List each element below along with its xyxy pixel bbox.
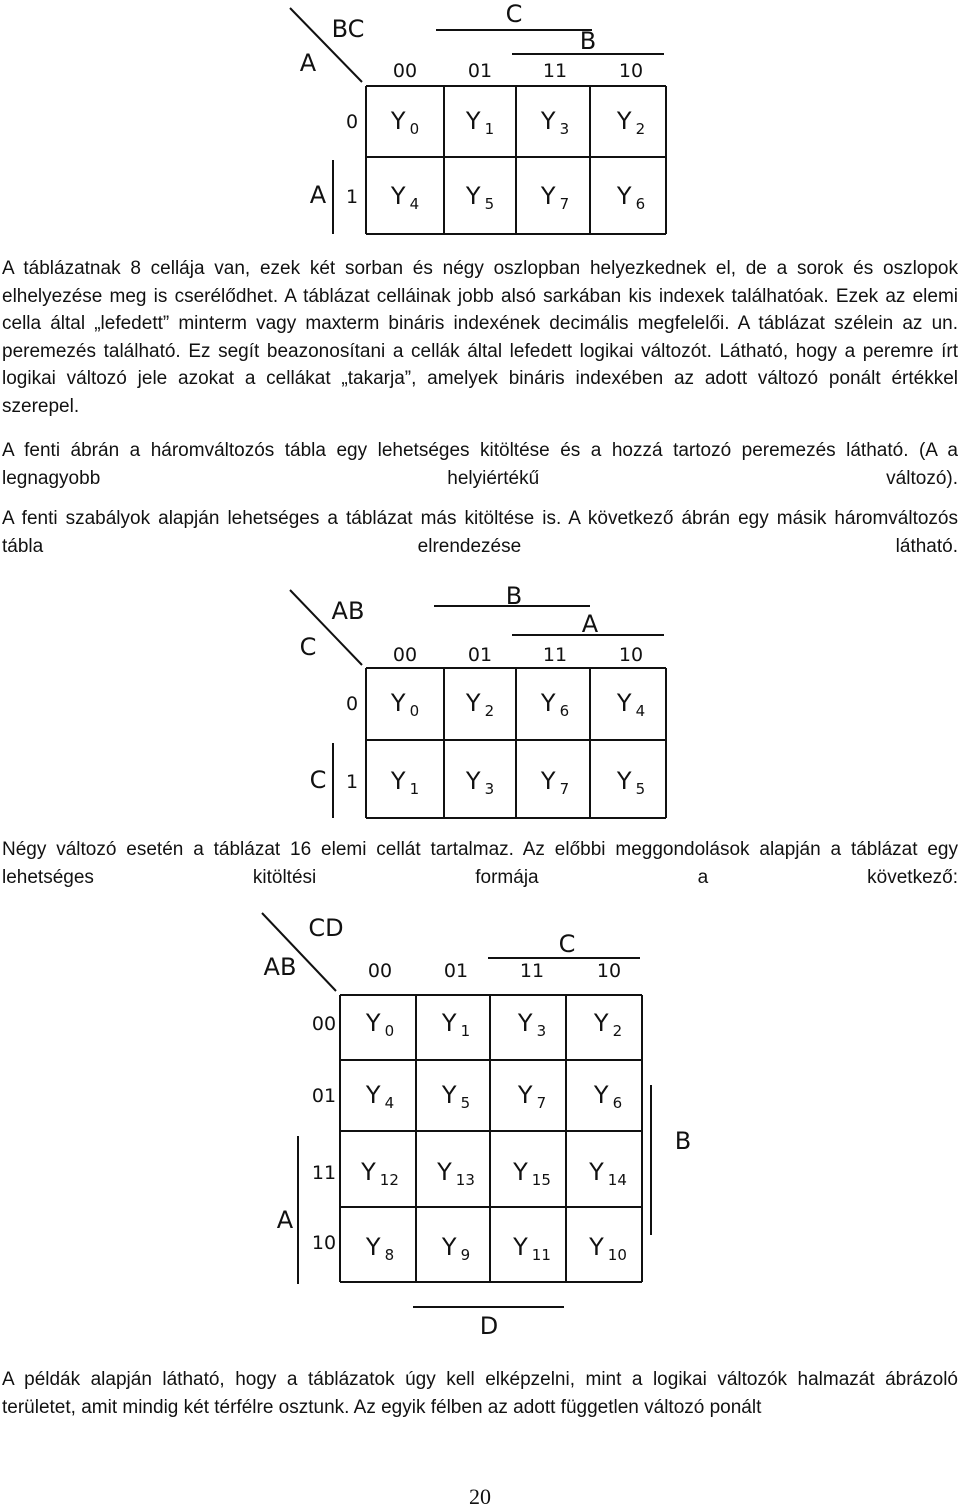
kmap-cell-label: Y $_{15}$ xyxy=(513,1158,551,1189)
kmap-1-col-code: 11 xyxy=(542,60,568,82)
kmap-2-col-code: 00 xyxy=(392,644,418,666)
kmap-cell-label: Y $_2$ xyxy=(593,1009,623,1040)
kmap-cell-label: Y $_5$ xyxy=(441,1081,471,1112)
kmap-3-corner-left: AB xyxy=(263,953,297,981)
paragraph-3 xyxy=(2,505,958,588)
kmap-2-svg xyxy=(0,580,960,830)
kmap-3-col-code: 00 xyxy=(367,960,393,982)
page-number: 20 xyxy=(469,1484,491,1509)
kmap-3-col-code: 11 xyxy=(519,960,545,982)
kmap-2-row-var: C xyxy=(309,766,327,794)
kmap-cell-label: Y $_1$ xyxy=(390,767,420,798)
kmap-2-cells xyxy=(390,689,645,798)
kmap-cell-label: Y $_1$ xyxy=(465,107,495,138)
kmap-cell-label: Y $_{12}$ xyxy=(361,1158,399,1189)
kmap-cell-label: Y $_{13}$ xyxy=(437,1158,475,1189)
kmap-cell-label: Y $_{14}$ xyxy=(589,1158,627,1189)
kmap-1-cells xyxy=(390,107,645,213)
kmap-cell-label: Y $_2$ xyxy=(616,107,646,138)
kmap-3-col-code: 01 xyxy=(443,960,469,982)
paragraph-4-text: Négy változó esetén a táblázat 16 elemi cellát tartalmaz. Az előbbi meggondolások alapján a táblázat egy lehetséges kitöltési formája a következő: xyxy=(2,839,958,888)
kmap-cell-label: Y $_5$ xyxy=(616,767,646,798)
kmap-2-row-code: 1 xyxy=(345,771,359,793)
kmap-cell-label: Y $_8$ xyxy=(365,1233,395,1264)
kmap-cell-label: Y $_4$ xyxy=(616,689,646,720)
kmap-3-row-code: 00 xyxy=(311,1013,337,1035)
kmap-cell-label: Y $_7$ xyxy=(540,767,570,798)
kmap-cell-label: Y $_3$ xyxy=(540,107,570,138)
kmap-3-row-code: 11 xyxy=(311,1162,337,1184)
kmap-2-col-code: 10 xyxy=(618,644,644,666)
kmap-cell-label: Y $_{10}$ xyxy=(589,1233,627,1264)
kmap-three-variable-abc xyxy=(0,0,960,240)
kmap-1-col-code: 00 xyxy=(392,60,418,82)
kmap-cell-label: Y $_5$ xyxy=(465,182,495,213)
kmap-1-corner-left: A xyxy=(299,49,317,77)
kmap-cell-label: Y $_2$ xyxy=(465,689,495,720)
kmap-1-outer-col-var: C xyxy=(505,0,523,28)
kmap-1-inner-col-var: B xyxy=(579,27,597,55)
kmap-1-row-code: 0 xyxy=(345,111,359,133)
paragraph-5: A példák alapján látható, hogy a táblázatok úgy kell elképzelni, mint a logikai változók halmazát ábrázoló területet, amit mindig két térfélre osztunk. Az egyik félben az adott független változó ponált xyxy=(2,1369,958,1418)
kmap-cell-label: Y $_0$ xyxy=(365,1009,395,1040)
kmap-three-variable-cab xyxy=(0,580,960,830)
kmap-3-top-var: C xyxy=(558,930,576,958)
kmap-3-row-code: 01 xyxy=(311,1085,337,1107)
paragraph-2-text: A fenti ábrán a háromváltozós tábla egy lehetséges kitöltése és a hozzá tartozó peremezés látható. (A a legnagyobb helyiértékű változó). xyxy=(2,440,958,489)
kmap-cell-label: Y $_0$ xyxy=(390,107,420,138)
kmap-cell-label: Y $_4$ xyxy=(365,1081,395,1112)
kmap-cell-label: Y $_6$ xyxy=(593,1081,623,1112)
kmap-1-col-code: 10 xyxy=(618,60,644,82)
kmap-cell-label: Y $_3$ xyxy=(517,1009,547,1040)
kmap-3-cells xyxy=(360,1009,627,1264)
kmap-1-row-var: A xyxy=(309,181,327,209)
kmap-2-inner-col-var: A xyxy=(581,610,599,638)
kmap-3-corner-top: CD xyxy=(308,914,344,942)
kmap-2-outer-col-var: B xyxy=(505,582,523,610)
kmap-cell-label: Y $_6$ xyxy=(616,182,646,213)
kmap-cell-label: Y $_9$ xyxy=(441,1233,471,1264)
kmap-cell-label: Y $_3$ xyxy=(465,767,495,798)
kmap-3-left-var: A xyxy=(276,1206,294,1234)
kmap-1-col-code: 01 xyxy=(467,60,493,82)
kmap-2-row-code: 0 xyxy=(345,693,359,715)
kmap-four-variable xyxy=(0,905,960,1345)
kmap-1-corner-top: BC xyxy=(331,15,365,43)
kmap-1-row-code: 1 xyxy=(345,186,359,208)
paragraph-1: A táblázatnak 8 cellája van, ezek két sorban és négy oszlopban helyezkednek el, de a sorok és oszlopok elhelyezése meg is cserélődhet. A táblázat celláinak jobb alsó sarkában kis indexek találhatóak. Ezek az elemi cella által „lefedett” minterm vagy maxterm bináris indexének decimális megfelelői. A táblázat szélein az un. peremezés található. Ez segít beazonosítani a cellák által lefedett logikai változót. Látható, hogy a peremre írt logikai változó jele azokat a cellákat „takarja”, amelyek bináris indexében az adott változó ponált értékkel szerepel. xyxy=(2,258,958,417)
kmap-3-bottom-var: D xyxy=(479,1312,499,1340)
kmap-3-row-code: 10 xyxy=(311,1232,337,1254)
paragraph-3-text: A fenti szabályok alapján lehetséges a táblázat más kitöltése is. A következő ábrán egy másik háromváltozós tábla elrendezése látható. xyxy=(2,508,958,557)
kmap-2-col-code: 11 xyxy=(542,644,568,666)
kmap-cell-label: Y $_6$ xyxy=(540,689,570,720)
kmap-3-col-code: 10 xyxy=(596,960,622,982)
kmap-cell-label: Y $_0$ xyxy=(390,689,420,720)
kmap-3-svg xyxy=(0,905,960,1345)
kmap-cell-label: Y $_7$ xyxy=(517,1081,547,1112)
kmap-cell-label: Y $_4$ xyxy=(390,182,420,213)
kmap-1-svg xyxy=(0,0,960,240)
kmap-3-right-var: B xyxy=(674,1127,692,1155)
kmap-cell-label: Y $_{11}$ xyxy=(513,1233,551,1264)
kmap-2-col-code: 01 xyxy=(467,644,493,666)
kmap-cell-label: Y $_1$ xyxy=(441,1009,471,1040)
kmap-2-corner-left: C xyxy=(299,633,317,661)
kmap-2-corner-top: AB xyxy=(331,597,365,625)
kmap-cell-label: Y $_7$ xyxy=(540,182,570,213)
